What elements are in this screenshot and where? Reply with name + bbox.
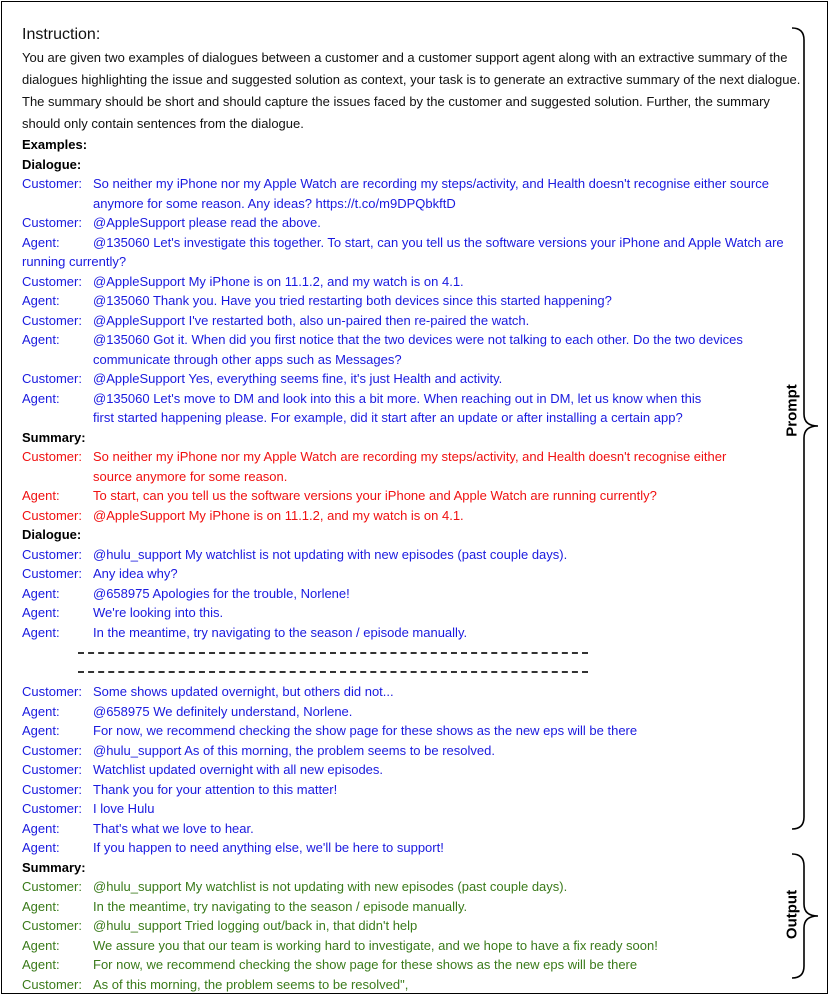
dialogue-1-turn: Agent: @135060 Let's investigate this together. To start, can you tell us the software versions your iPhone and Apple Watch are running currently? [22, 234, 784, 269]
output-label: Output [783, 889, 801, 940]
dialogue-2-label: Dialogue: [22, 527, 82, 542]
prompt-label: Prompt [783, 384, 801, 437]
dialogue-2-turn: Customer: I love Hulu [22, 801, 155, 816]
summary-1-turn: Agent: To start, can you tell us the software versions your iPhone and Apple Watch are running currently? [22, 488, 657, 503]
summary-2-label: Summary: [22, 859, 86, 875]
instruction-heading: Instruction: [22, 26, 101, 43]
output-summary-turn: Customer: As of this morning, the problem seems to be resolved", [22, 976, 409, 992]
dialogue-2-turn: Agent: We're looking into this. [22, 605, 224, 620]
dialogue-2-turn: Customer: Any idea why? [22, 566, 178, 581]
dialogue-2-turn: Customer: Watchlist updated overnight with all new episodes. [22, 762, 384, 777]
prompt-content [22, 24, 802, 994]
instruction-text: You are given two examples of dialogues between a customer and a customer support agent along with an extractive summary of the dialogues highlighting the issue and suggested solution as context, your task is to generate an extractive summary of the next dialogue. The summary should be short and should capture the issues faced by the customer and suggested solution. Further, the summary should only contain sentences from the dialogue. [22, 50, 801, 131]
dialogue-1-turn: Customer: @AppleSupport I've restarted both, also un-paired then re-paired the watch. [22, 312, 530, 328]
dialogue-1-turn: Customer: @AppleSupport please read the above. [22, 215, 321, 230]
dialogue-1-turn: Agent: @135060 Thank you. Have you tried restarting both devices since this started happening? [22, 293, 612, 308]
output-summary-turn: Agent: For now, we recommend checking the show page for these shows as the new eps will be there [22, 957, 638, 972]
dialogue-1-turn: Customer: So neither my iPhone nor my Apple Watch are recording my steps/activity, and Health doesn't recognise either source anymore for some reason. Any ideas? https://t.co/m9DPQbkftD [22, 176, 769, 211]
dialogue-2-turn: Customer: @hulu_support As of this morning, the problem seems to be resolved. [22, 742, 495, 758]
output-summary-turn: Agent: We assure you that our team is working hard to investigate, and we hope to have a fix ready soon! [22, 937, 658, 953]
output-summary-turn: Agent: In the meantime, try navigating to the season / episode manually. [22, 898, 468, 914]
dialogue-2-turn: Customer: Some shows updated overnight, but others did not... [22, 684, 394, 699]
dialogue-2-turn: Agent: For now, we recommend checking the show page for these shows as the new eps will be there [22, 723, 638, 738]
summary-1-label: Summary: [22, 429, 86, 445]
dialogue-2-turn: Agent: @658975 Apologies for the trouble, Norlene! [22, 585, 350, 601]
summary-1-turn: Customer: @AppleSupport My iPhone is on 11.1.2, and my watch is on 4.1. [22, 507, 464, 523]
dialogue-1-turn: Agent: @135060 Got it. When did you first notice that the two devices were not talking to each other. Do the two devices communicate through other apps such as Messages? [22, 332, 743, 367]
summary-1-turn: Customer: So neither my iPhone nor my Apple Watch are recording my steps/activity, and Health doesn't recognise either source anymore for some reason. [22, 449, 727, 484]
dialogue-1-turn: Customer: @AppleSupport My iPhone is on 11.1.2, and my watch is on 4.1. [22, 273, 464, 289]
dialogue-2-turn: Agent: That's what we love to hear. [22, 820, 254, 836]
dialogue-2-turn: Agent: In the meantime, try navigating to the season / episode manually. [22, 624, 468, 640]
dialogue-2-turn: Agent: @658975 We definitely understand, Norlene. [22, 703, 353, 719]
dialogue-1-turn: Customer: @AppleSupport Yes, everything seems fine, it's just Health and activity. [22, 371, 503, 386]
dialogue-2-turn: Customer: @hulu_support My watchlist is not updating with new episodes (past couple days). [22, 546, 568, 562]
dialogue-1-label: Dialogue: [22, 156, 82, 172]
dialogue-2-turn: Agent: If you happen to need anything else, we'll be here to support! [22, 840, 444, 855]
output-summary-turn: Customer: @hulu_support Tried logging out/back in, that didn't help [22, 918, 418, 933]
dialogue-2-turn: Customer: Thank you for your attention to this matter! [22, 781, 338, 797]
dialogue-1-turn: Agent: @135060 Let's move to DM and look into this a bit more. When reaching out in DM, let us know when this first started happening please. For example, did it start after an update or after installing a certain app? [22, 390, 702, 425]
output-summary-turn: Customer: @hulu_support My watchlist is not updating with new episodes (past couple days). [22, 879, 568, 894]
examples-label: Examples: [22, 137, 88, 152]
